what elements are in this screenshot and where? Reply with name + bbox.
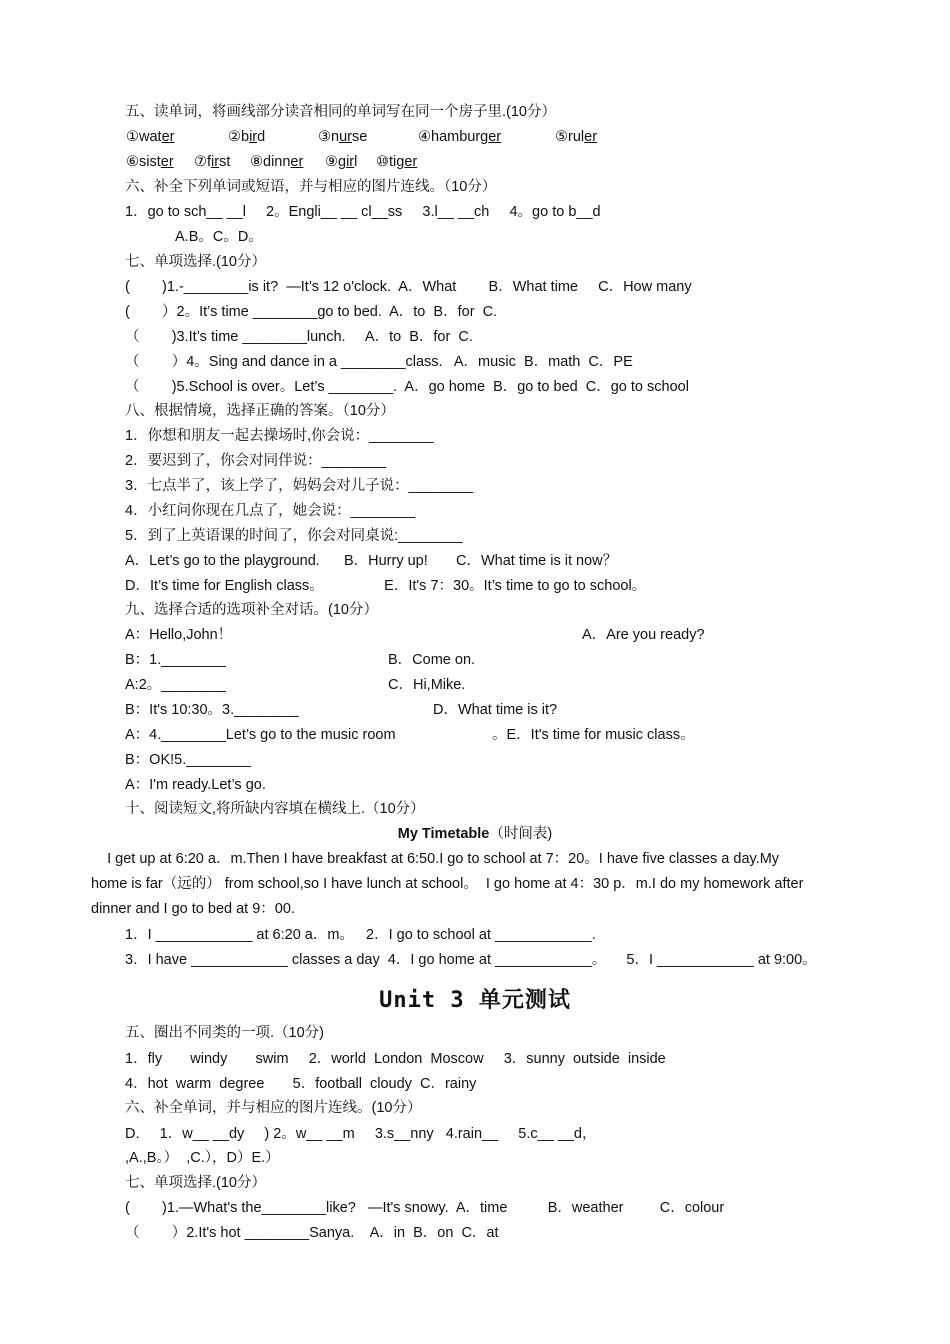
phonics-underlined-letters: er: [161, 129, 175, 145]
phonics-underlined-letters: er: [488, 129, 502, 145]
phonics-word: [376, 152, 417, 172]
phonics-word-end: l: [354, 154, 358, 170]
section-8-q1: 1．你想和朋友一起去操场时,你会说：________: [125, 428, 434, 444]
phonics-word-start: tig: [389, 154, 405, 170]
dialogue-line: B：1.________: [125, 652, 226, 668]
dialogue-line: B：It's 10:30。3.________: [125, 702, 299, 718]
dialogue-option: 。E．It's time for music class。: [492, 727, 695, 743]
phonics-underlined-letters: ir: [249, 129, 258, 145]
unit-3-title: Unit 3 单元测试: [379, 988, 571, 1013]
phonics-word-start: rul: [568, 129, 585, 145]
phonics-word-end: st: [219, 154, 231, 170]
section-8-q2: 2．要迟到了，你会对同伴说：________: [125, 453, 387, 469]
section-8-q5: 5．到了上英语课的时间了，你会对同桌说:________: [125, 528, 463, 544]
phonics-word-number: ⑤: [555, 129, 568, 145]
phonics-underlined-letters: er: [404, 154, 418, 170]
phonics-word: [325, 152, 357, 172]
phonics-word: [555, 127, 597, 147]
phonics-word: [228, 127, 265, 147]
phonics-word-start: g: [338, 154, 347, 170]
phonics-word-start: hamburg: [431, 129, 489, 145]
phonics-word-start: sist: [139, 154, 161, 170]
section-7-title: 七、单项选择.(10分）: [125, 254, 266, 270]
phonics-underlined-letters: ir: [346, 154, 355, 170]
phonics-underlined-letters: er: [290, 154, 304, 170]
section-8-options-2: D．It’s time for English class。 E．It's 7：30。It’s time to go to school。: [125, 578, 647, 594]
unit3-section-7-q1: ( )1.—What's the________like? —It's snowy. A．time B．weather C．colour: [125, 1200, 725, 1216]
section-10-q-line-2: 3．I have ____________ classes a day 4．I go home at ____________。 5．I ____________ at 9:00。: [125, 952, 817, 968]
dialogue-line: B：OK!5.________: [125, 752, 251, 768]
dialogue-option: D．What time is it?: [433, 702, 558, 718]
phonics-word-number: ②: [228, 129, 241, 145]
dialogue-line: A：I'm ready.Let’s go.: [125, 777, 266, 793]
section-8-q4: 4．小红问你现在几点了，她会说：________: [125, 503, 416, 519]
section-10-q-line-1: 1．I ____________ at 6:20 a．m。 2．I go to school at ____________.: [125, 927, 596, 943]
phonics-word: [126, 152, 174, 172]
timetable-subtitle-cn: （时间表): [489, 826, 553, 842]
unit3-section-6-title: 六、补全单词，并与相应的图片连线。(10分）: [125, 1100, 422, 1116]
phonics-word: [126, 127, 174, 147]
phonics-word-start: b: [241, 129, 250, 145]
phonics-word: [318, 127, 367, 147]
unit3-section-6-line-1: D. 1．w__ __dy ) 2。w__ __m 3.s__nny 4.rain__ 5.c__ __d，: [125, 1126, 597, 1142]
section-10-title: 十、阅读短文,将所缺内容填在横线上.（10分）: [125, 801, 425, 817]
phonics-word-number: ⑧: [250, 154, 263, 170]
phonics-word-start: f: [207, 154, 212, 170]
section-8-q3: 3．七点半了，该上学了，妈妈会对儿子说：________: [125, 478, 474, 494]
section-8-title: 八、根据情境，选择正确的答案。（10分）: [125, 403, 395, 419]
dialogue-line: A:2。________: [125, 677, 226, 693]
phonics-underlined-letters: ir: [211, 154, 220, 170]
dialogue-option: B．Come on.: [388, 652, 476, 668]
section-7-q3: （ )3.It’s time ________lunch. A．to B．for C.: [125, 329, 473, 345]
reading-passage-line-1: I get up at 6:20 a．m.Then I have breakfast at 6:50.I go to school at 7：20。I have five classes a day.My: [91, 851, 780, 867]
phonics-word-start: wat: [139, 129, 162, 145]
section-9-title: 九、选择合适的选项补全对话。(10分）: [125, 602, 378, 618]
section-7-q4: （ ）4。Sing and dance in a ________class. A．music B．math C．PE: [125, 354, 633, 370]
phonics-word-number: ⑩: [376, 154, 389, 170]
section-5-title: 五、读单词，将画线部分读音相同的单词写在同一个房子里.(10分）: [125, 104, 556, 120]
dialogue-option: C．Hi,Mike.: [388, 677, 466, 693]
section-6-title: 六、补全下列单词或短语，并与相应的图片连线。（10分）: [125, 179, 497, 195]
phonics-word: [418, 127, 501, 147]
section-7-q2: ( ）2。It’s time ________go to bed. A．to B．for C.: [125, 304, 498, 320]
dialogue-line: A：4.________Let’s go to the music room: [125, 727, 396, 743]
unit3-section-7-q2: （ ）2.It's hot ________Sanya. A．in B．on C．at: [125, 1225, 499, 1241]
phonics-word-end: d: [257, 129, 266, 145]
dialogue-option: A．Are you ready?: [582, 627, 705, 643]
reading-passage-line-3: dinner and I go to bed at 9：00.: [91, 901, 295, 917]
phonics-word-number: ⑦: [194, 154, 207, 170]
phonics-word-start: dinn: [263, 154, 291, 170]
phonics-word-number: ①: [126, 129, 139, 145]
dialogue-line: A：Hello,John！: [125, 627, 233, 643]
unit3-section-5-line-1: 1．fly windy swim 2．world London Moscow 3．sunny outside inside: [125, 1051, 666, 1067]
timetable-subtitle: [0, 824, 950, 844]
phonics-word-number: ③: [318, 129, 331, 145]
phonics-word-number: ⑥: [126, 154, 139, 170]
phonics-word-start: n: [331, 129, 340, 145]
phonics-word-end: se: [351, 129, 368, 145]
phonics-word-number: ④: [418, 129, 431, 145]
phonics-underlined-letters: ur: [339, 129, 352, 145]
section-6-line-1: 1．go to sch__ __l 2。Engli__ __ cl__ss 3.l__ __ch 4。go to b__d: [125, 204, 601, 220]
phonics-underlined-letters: er: [584, 129, 598, 145]
section-8-options-1: A．Let’s go to the playground. B．Hurry up! C．What time is it now？: [125, 553, 618, 569]
phonics-word-number: ⑨: [325, 154, 338, 170]
unit3-section-7-title: 七、单项选择.(10分）: [125, 1175, 266, 1191]
section-6-line-2: A.B。C。D。: [175, 229, 263, 245]
section-7-q5: （ )5.School is over。Let’s ________. A．go home B．go to bed C．go to school: [125, 379, 689, 395]
phonics-word: [250, 152, 303, 172]
unit3-section-5-title: 五、圈出不同类的一项.（10分): [125, 1025, 324, 1041]
phonics-word: [194, 152, 230, 172]
section-7-q1: ( )1.-________is it? —It’s 12 o'clock. A．What B．What time C．How many: [125, 279, 692, 295]
reading-passage-line-2: home is far（远的） from school,so I have lunch at school。 I go home at 4：30 p．m.I do my homework after: [91, 876, 804, 892]
unit3-section-6-line-2: ,A.,B。） ,C.），D）E.）: [125, 1150, 280, 1166]
timetable-subtitle-en: My Timetable: [397, 826, 490, 842]
phonics-underlined-letters: er: [160, 154, 174, 170]
unit3-section-5-line-2: 4．hot warm degree 5．football cloudy C．rainy: [125, 1076, 477, 1092]
